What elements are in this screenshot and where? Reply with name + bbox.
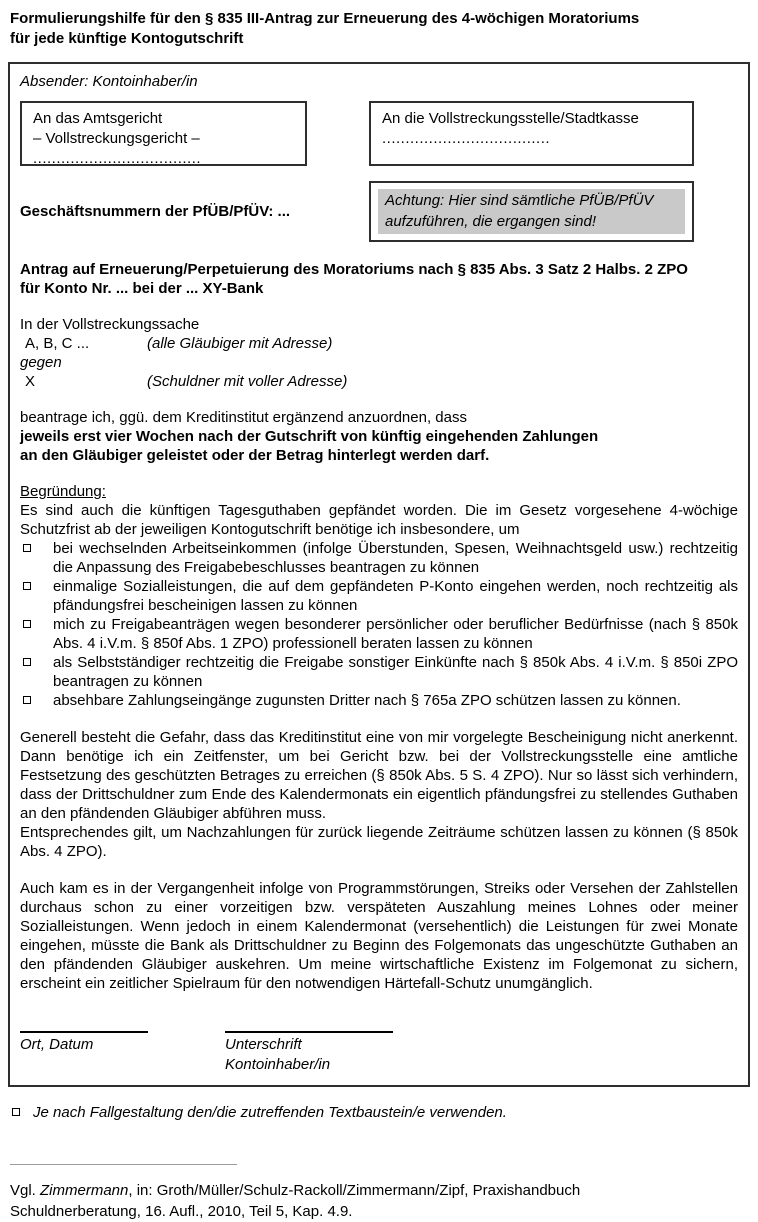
paragraph-backpay: Entsprechendes gilt, um Nachzahlungen für zurück liegende Zeiträume schützen lassen zu können (§ 850k Abs. 4 ZPO). (20, 824, 738, 860)
request-intro: beantrage ich, ggü. dem Kreditinstitut ergänzend anzuordnen, dass (20, 409, 467, 426)
case-caption-intro: In der Vollstreckungssache (20, 316, 200, 333)
checkbox-icon (23, 620, 31, 628)
checkbox-icon (12, 1108, 20, 1116)
address-row (20, 101, 738, 166)
signature-field (225, 1019, 393, 1075)
court-address-line1: An das Amtsgericht (33, 110, 163, 127)
list-item (20, 691, 738, 710)
footnote-prefix: Vgl. (10, 1182, 41, 1199)
list-item (20, 615, 738, 653)
address-left-column (20, 101, 369, 166)
place-date-signature-line (20, 1019, 148, 1033)
list-item-text: mich zu Freigabeanträgen wegen besonderer persönlicher oder beruflicher Bedürfnisse (nach § 850k Abs. 4 i.V.m. § 850f Abs. 1 ZPO) professionell beraten lassen zu können (53, 616, 738, 652)
debtor-placeholder: X (25, 373, 36, 390)
footnote (10, 1180, 744, 1222)
creditors-note: (alle Gläubiger mit Adresse) (147, 335, 333, 352)
list-item-text: einmalige Sozialleistungen, die auf dem gepfändeten P-Konto eingehen werden, noch rechtzeitig als pfändungsfrei bescheinigen lassen zu können (53, 578, 738, 614)
paragraph-past-experience: Auch kam es in der Vergangenheit infolge von Programmstörungen, Streiks oder Versehen der Zahlstellen durchaus schon zu einer vorzeitigen bzw. verspäteten Auszahlung meines Lohnes oder meiner Sozialleistungen. Wenn jedoch in einem Kalendermonat (versehentlich) die Leistungen für zwei Monate eingehen, müsste die Bank als Drittschuldner zu Beginn des Folgemonats das ungeschützte Guthaben an den pfändenden Gläubiger auskehren. Um meine wirtschaftliche Existenz im Folgemonat zu sichern, erscheint ein zeitlicher Spielraum für den notwendigen Härtefall-Schutz unumgänglich. (20, 880, 738, 992)
place-date-field (20, 1019, 148, 1075)
document-title-line2: für jede künftige Kontogutschrift (10, 30, 244, 47)
case-numbers-row (20, 181, 738, 242)
application-subject (20, 260, 738, 298)
attention-note-text: Achtung: Hier sind sämtliche PfÜB/PfÜV aufzuführen, die ergangen sind! (378, 189, 685, 234)
debtor-row (20, 372, 738, 391)
form-frame (8, 62, 750, 1087)
footnote-suffix: , in: Groth/Müller/Schulz-Rackoll/Zimmermann/Zipf, Praxishandbuch (128, 1182, 581, 1199)
list-item (20, 539, 738, 577)
document-title (0, 0, 758, 49)
usage-note-row (12, 1103, 750, 1122)
signature-block (20, 1019, 738, 1079)
list-item-text: absehbare Zahlungseingänge zugunsten Dritter nach § 765a ZPO schützen lassen zu können. (53, 692, 681, 709)
case-numbers-label: Geschäftsnummern der PfÜB/PfÜV: ... (20, 203, 291, 220)
checkbox-icon (23, 582, 31, 590)
footnote-line2: Schuldnerberatung, 16. Aufl., 2010, Teil 5, Kap. 4.9. (10, 1203, 353, 1220)
versus-label: gegen (20, 354, 62, 371)
debtor-note: (Schuldner mit voller Adresse) (147, 373, 348, 390)
signature-line (225, 1019, 393, 1033)
paragraph-general-risk: Generell besteht die Gefahr, dass das Kreditinstitut eine von mir vorgelegte Bescheinigung nicht anerkennt. Dann benötige ich ein Zeitfenster, um bei Gericht bzw. bei der Vollstreckungsstelle eine amtliche Festsetzung des geschützten Betrages zu erreichen (§ 850k Abs. 5 S. 4 ZPO). Nur so lässt sich verhindern, dass der Drittschuldner zum Ende des Kalendermonats ein eigentlich pfändungsfrei zu stellendes Guthaben an den pfändenden Gläubiger abführen muss. (20, 729, 738, 822)
footnote-author: Zimmermann (40, 1182, 129, 1199)
justification-intro: Es sind auch die künftigen Tagesguthaben gepfändet worden. Die im Gesetz vorgesehene 4-wöchige Schutzfrist ab der jeweiligen Kontogutschrift benötige ich insbesondere, um (20, 502, 738, 538)
application-subject-line1: Antrag auf Erneuerung/Perpetuierung des Moratoriums nach § 835 Abs. 3 Satz 2 Halbs. 2 ZPO (20, 261, 688, 278)
list-item-text: bei wechselnden Arbeitseinkommen (infolge Überstunden, Spesen, Weihnachtsgeld usw.) rechtzeitig die Anpassung des Freigabebeschlusses beantragen zu können (53, 540, 738, 576)
request-bold-text (20, 427, 738, 465)
enforcement-office-fill-in-line: .................................... (382, 130, 551, 147)
reason-checkbox-list (20, 539, 738, 710)
list-item (20, 653, 738, 691)
request-bold-line1: jeweils erst vier Wochen nach der Gutschrift von künftig eingehenden Zahlungen (20, 428, 599, 445)
place-date-label: Ort, Datum (20, 1036, 94, 1053)
footnote-divider (10, 1164, 237, 1165)
application-subject-line2: für Konto Nr. ... bei der ... XY-Bank (20, 280, 264, 297)
address-right-column (369, 101, 694, 166)
checkbox-icon (23, 696, 31, 704)
enforcement-office-line1: An die Vollstreckungsstelle/Stadtkasse (382, 110, 639, 127)
sender-label: Absender: Kontoinhaber/in (20, 73, 198, 90)
court-address-fill-in-line: .................................... (33, 150, 202, 167)
usage-note-text: Je nach Fallgestaltung den/die zutreffenden Textbaustein/e verwenden. (33, 1104, 507, 1121)
case-caption (20, 315, 738, 391)
checkbox-icon (23, 544, 31, 552)
list-item (20, 577, 738, 615)
footnote-line1 (10, 1180, 744, 1201)
list-item-text: als Selbstständiger rechtzeitig die Freigabe sonstiger Einkünfte nach § 850k Abs. 4 i.V.m. § 850i ZPO beantragen zu können (53, 654, 738, 690)
attention-note-box (369, 181, 694, 242)
signature-label: Unterschrift Kontoinhaber/in (225, 1036, 331, 1073)
creditors-row (20, 334, 738, 353)
checkbox-icon (23, 658, 31, 666)
enforcement-office-address-box (369, 101, 694, 166)
creditors-placeholder: A, B, C ... (25, 335, 90, 352)
court-address-line2: – Vollstreckungsgericht – (33, 130, 200, 147)
document-title-line1: Formulierungshilfe für den § 835 III-Antrag zur Erneuerung des 4-wöchigen Moratoriums (10, 10, 640, 27)
justification-heading: Begründung: (20, 483, 106, 500)
court-address-box (20, 101, 307, 166)
request-block (20, 408, 738, 465)
request-bold-line2: an den Gläubiger geleistet oder der Betrag hinterlegt werden darf. (20, 447, 490, 464)
